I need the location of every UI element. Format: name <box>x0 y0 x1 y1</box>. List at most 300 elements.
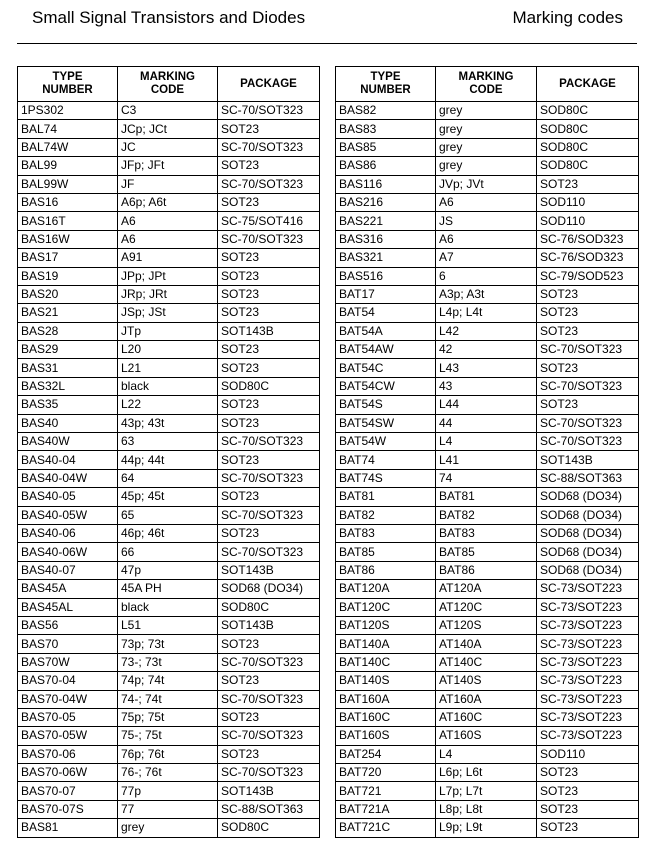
marking-code-cell: BAT86 <box>436 561 537 579</box>
marking-code-cell: JPp; JPt <box>118 267 218 285</box>
package-cell: SOT23 <box>218 396 320 414</box>
table-row <box>18 304 320 322</box>
table-row <box>18 653 320 671</box>
marking-code-cell: 73-; 73t <box>118 653 218 671</box>
table-row <box>336 469 639 487</box>
table-row <box>18 616 320 634</box>
package-cell: SC-70/SOT323 <box>218 543 320 561</box>
type-number-cell: BAS516 <box>336 267 436 285</box>
package-cell: SOT23 <box>537 285 639 303</box>
package-cell: SOD80C <box>537 138 639 156</box>
marking-code-cell: L42 <box>436 322 537 340</box>
table-row <box>336 635 639 653</box>
table-row <box>336 819 639 837</box>
table-row <box>336 359 639 377</box>
marking-code-cell: AT120A <box>436 580 537 598</box>
marking-code-cell: 73p; 73t <box>118 635 218 653</box>
table-row <box>336 285 639 303</box>
type-number-cell: BAT254 <box>336 745 436 763</box>
marking-code-cell: JVp; JVt <box>436 175 537 193</box>
type-number-cell: BAT83 <box>336 524 436 542</box>
package-cell: SC-70/SOT323 <box>218 102 320 120</box>
package-cell: SC-73/SOT223 <box>537 672 639 690</box>
package-cell: SOT23 <box>537 322 639 340</box>
col-header-marking: MARKING CODE <box>118 67 218 102</box>
package-cell: SOD68 (DO34) <box>537 543 639 561</box>
package-cell: SOD80C <box>218 598 320 616</box>
marking-code-cell: L22 <box>118 396 218 414</box>
marking-code-cell: 75-; 75t <box>118 727 218 745</box>
type-number-cell: BAT85 <box>336 543 436 561</box>
table-row <box>18 506 320 524</box>
marking-code-cell: 42 <box>436 341 537 359</box>
table-row <box>18 524 320 542</box>
section-title: Marking codes <box>512 8 623 27</box>
type-number-cell: BAT120A <box>336 580 436 598</box>
type-number-cell: BAT54AW <box>336 341 436 359</box>
marking-code-cell: L6p; L6t <box>436 764 537 782</box>
package-cell: SOT143B <box>218 322 320 340</box>
table-row <box>18 635 320 653</box>
package-cell: SOT23 <box>537 800 639 818</box>
package-cell: SOT23 <box>218 341 320 359</box>
package-cell: SOT23 <box>218 672 320 690</box>
table-row <box>336 727 639 745</box>
package-cell: SOT23 <box>218 193 320 211</box>
type-number-cell: BAT720 <box>336 764 436 782</box>
type-number-cell: BAT120C <box>336 598 436 616</box>
type-number-cell: BAT54SW <box>336 414 436 432</box>
package-cell: SOT23 <box>537 764 639 782</box>
marking-code-cell: 74p; 74t <box>118 672 218 690</box>
table-row <box>336 249 639 267</box>
type-number-cell: BAT721C <box>336 819 436 837</box>
package-cell: SC-73/SOT223 <box>537 653 639 671</box>
marking-code-cell: 44p; 44t <box>118 451 218 469</box>
col-header-package: PACKAGE <box>218 67 320 102</box>
table-row <box>18 396 320 414</box>
package-cell: SC-70/SOT323 <box>218 138 320 156</box>
marking-code-cell: grey <box>436 102 537 120</box>
package-cell: SC-70/SOT323 <box>218 653 320 671</box>
type-number-cell: BAS70-05 <box>18 708 118 726</box>
package-cell: SC-70/SOT323 <box>537 377 639 395</box>
table-row <box>336 304 639 322</box>
package-cell: SC-70/SOT323 <box>537 414 639 432</box>
marking-code-cell: 74-; 74t <box>118 690 218 708</box>
type-number-cell: BAS45AL <box>18 598 118 616</box>
type-number-cell: BAT54CW <box>336 377 436 395</box>
package-cell: SOT143B <box>218 616 320 634</box>
type-number-cell: 1PS302 <box>18 102 118 120</box>
type-number-cell: BAS40-06W <box>18 543 118 561</box>
marking-code-cell: AT120C <box>436 598 537 616</box>
table-row <box>18 212 320 230</box>
package-cell: SOT143B <box>537 451 639 469</box>
table-row <box>18 561 320 579</box>
type-number-cell: BAS70-04W <box>18 690 118 708</box>
table-row <box>336 138 639 156</box>
type-number-cell: BAS70-06 <box>18 745 118 763</box>
type-number-cell: BAT54W <box>336 433 436 451</box>
package-cell: SC-73/SOT223 <box>537 690 639 708</box>
table-row <box>18 230 320 248</box>
table-row <box>336 175 639 193</box>
type-number-cell: BAT140C <box>336 653 436 671</box>
type-number-cell: BAS70-07 <box>18 782 118 800</box>
type-number-cell: BAS40 <box>18 414 118 432</box>
table-row <box>18 672 320 690</box>
type-number-cell: BAT82 <box>336 506 436 524</box>
package-cell: SOD80C <box>537 157 639 175</box>
marking-code-cell: L4 <box>436 433 537 451</box>
marking-code-cell: BAT85 <box>436 543 537 561</box>
marking-code-cell: L21 <box>118 359 218 377</box>
package-cell: SOT23 <box>537 304 639 322</box>
package-cell: SC-76/SOD323 <box>537 249 639 267</box>
table-row <box>18 451 320 469</box>
table-row <box>336 764 639 782</box>
marking-code-cell: A91 <box>118 249 218 267</box>
package-cell: SOT23 <box>218 267 320 285</box>
marking-code-cell: L9p; L9t <box>436 819 537 837</box>
marking-code-cell: BAT82 <box>436 506 537 524</box>
package-cell: SC-79/SOD523 <box>537 267 639 285</box>
type-number-cell: BAS85 <box>336 138 436 156</box>
package-cell: SC-70/SOT323 <box>218 764 320 782</box>
marking-code-cell: C3 <box>118 102 218 120</box>
package-cell: SC-73/SOT223 <box>537 580 639 598</box>
marking-code-cell: L4 <box>436 745 537 763</box>
table-row <box>336 157 639 175</box>
type-number-cell: BAS40-06 <box>18 524 118 542</box>
table-row <box>18 193 320 211</box>
marking-code-cell: 66 <box>118 543 218 561</box>
type-number-cell: BAS21 <box>18 304 118 322</box>
type-number-cell: BAS40W <box>18 433 118 451</box>
marking-code-cell: grey <box>436 138 537 156</box>
type-number-cell: BAS32L <box>18 377 118 395</box>
table-row <box>18 359 320 377</box>
type-number-cell: BAS116 <box>336 175 436 193</box>
marking-code-cell: JCp; JCt <box>118 120 218 138</box>
table-row <box>18 543 320 561</box>
table-row <box>336 690 639 708</box>
table-row <box>18 488 320 506</box>
table-row <box>336 193 639 211</box>
type-number-cell: BAS40-05W <box>18 506 118 524</box>
package-cell: SC-70/SOT323 <box>218 506 320 524</box>
table-row <box>18 120 320 138</box>
table-row <box>18 690 320 708</box>
type-number-cell: BAT120S <box>336 616 436 634</box>
table-row <box>18 708 320 726</box>
type-number-cell: BAS17 <box>18 249 118 267</box>
package-cell: SOT23 <box>537 819 639 837</box>
type-number-cell: BAS70-07S <box>18 800 118 818</box>
type-number-cell: BAS16 <box>18 193 118 211</box>
table-row <box>336 580 639 598</box>
table-row <box>336 377 639 395</box>
package-cell: SOD68 (DO34) <box>537 506 639 524</box>
type-number-cell: BAS321 <box>336 249 436 267</box>
table-row <box>336 488 639 506</box>
marking-code-cell: AT120S <box>436 616 537 634</box>
col-header-package: PACKAGE <box>537 67 639 102</box>
table-row <box>336 267 639 285</box>
package-cell: SC-73/SOT223 <box>537 708 639 726</box>
table-header-row <box>18 67 320 102</box>
marking-code-cell: 64 <box>118 469 218 487</box>
table-row <box>336 341 639 359</box>
table-row <box>18 377 320 395</box>
type-number-cell: BAS45A <box>18 580 118 598</box>
marking-code-cell: 46p; 46t <box>118 524 218 542</box>
package-cell: SOT23 <box>218 745 320 763</box>
table-row <box>336 433 639 451</box>
table-row <box>336 396 639 414</box>
marking-code-cell: A6 <box>118 212 218 230</box>
table-row <box>336 561 639 579</box>
package-cell: SOT23 <box>218 708 320 726</box>
type-number-cell: BAS40-04W <box>18 469 118 487</box>
table-row <box>18 469 320 487</box>
type-number-cell: BAS221 <box>336 212 436 230</box>
table-row <box>336 322 639 340</box>
col-header-marking: MARKING CODE <box>436 67 537 102</box>
type-number-cell: BAT160C <box>336 708 436 726</box>
package-cell: SOT23 <box>218 635 320 653</box>
table-row <box>336 598 639 616</box>
col-header-type: TYPE NUMBER <box>18 67 118 102</box>
marking-code-cell: L7p; L7t <box>436 782 537 800</box>
table-row <box>336 524 639 542</box>
table-row <box>18 819 320 837</box>
package-cell: SOD80C <box>537 120 639 138</box>
marking-code-cell: JRp; JRt <box>118 285 218 303</box>
table-row <box>18 138 320 156</box>
package-cell: SC-73/SOT223 <box>537 598 639 616</box>
package-cell: SC-73/SOT223 <box>537 635 639 653</box>
package-cell: SOT23 <box>218 157 320 175</box>
type-number-cell: BAS86 <box>336 157 436 175</box>
type-number-cell: BAT160A <box>336 690 436 708</box>
table-row <box>18 249 320 267</box>
package-cell: SOD80C <box>218 377 320 395</box>
marking-code-cell: L44 <box>436 396 537 414</box>
table-row <box>18 764 320 782</box>
type-number-cell: BAL74 <box>18 120 118 138</box>
table-row <box>336 745 639 763</box>
table-row <box>18 414 320 432</box>
type-number-cell: BAT160S <box>336 727 436 745</box>
marking-code-cell: JF <box>118 175 218 193</box>
type-number-cell: BAS316 <box>336 230 436 248</box>
type-number-cell: BAS16W <box>18 230 118 248</box>
marking-code-cell: 6 <box>436 267 537 285</box>
table-row <box>18 175 320 193</box>
table-row <box>18 782 320 800</box>
marking-table-right <box>335 66 639 838</box>
table-row <box>336 212 639 230</box>
marking-code-cell: 43p; 43t <box>118 414 218 432</box>
package-cell: SOT23 <box>218 249 320 267</box>
package-cell: SOD110 <box>537 193 639 211</box>
marking-code-cell: L4p; L4t <box>436 304 537 322</box>
marking-code-cell: 75p; 75t <box>118 708 218 726</box>
marking-code-cell: JC <box>118 138 218 156</box>
table-row <box>336 616 639 634</box>
marking-code-cell: A6p; A6t <box>118 193 218 211</box>
type-number-cell: BAL99W <box>18 175 118 193</box>
marking-code-cell: 76p; 76t <box>118 745 218 763</box>
package-cell: SOD110 <box>537 745 639 763</box>
marking-code-cell: 65 <box>118 506 218 524</box>
type-number-cell: BAS35 <box>18 396 118 414</box>
table-row <box>18 727 320 745</box>
type-number-cell: BAL99 <box>18 157 118 175</box>
marking-code-cell: AT160C <box>436 708 537 726</box>
header-divider <box>17 43 637 44</box>
type-number-cell: BAS70W <box>18 653 118 671</box>
package-cell: SC-70/SOT323 <box>218 469 320 487</box>
marking-code-cell: L43 <box>436 359 537 377</box>
type-number-cell: BAS81 <box>18 819 118 837</box>
marking-code-cell: A6 <box>436 193 537 211</box>
package-cell: SOT143B <box>218 561 320 579</box>
package-cell: SC-88/SOT363 <box>218 800 320 818</box>
marking-code-cell: grey <box>118 819 218 837</box>
table-row <box>336 451 639 469</box>
type-number-cell: BAT54A <box>336 322 436 340</box>
table-row <box>336 782 639 800</box>
type-number-cell: BAS40-04 <box>18 451 118 469</box>
table-row <box>18 580 320 598</box>
type-number-cell: BAS19 <box>18 267 118 285</box>
package-cell: SOD68 (DO34) <box>537 561 639 579</box>
type-number-cell: BAL74W <box>18 138 118 156</box>
package-cell: SOD80C <box>537 102 639 120</box>
package-cell: SC-70/SOT323 <box>218 230 320 248</box>
type-number-cell: BAT721A <box>336 800 436 818</box>
type-number-cell: BAS70-05W <box>18 727 118 745</box>
marking-code-cell: JS <box>436 212 537 230</box>
package-cell: SOT23 <box>218 359 320 377</box>
marking-code-cell: 63 <box>118 433 218 451</box>
table-row <box>336 800 639 818</box>
table-row <box>18 157 320 175</box>
type-number-cell: BAT54S <box>336 396 436 414</box>
package-cell: SOD110 <box>537 212 639 230</box>
marking-code-cell: JFp; JFt <box>118 157 218 175</box>
marking-code-cell: black <box>118 598 218 616</box>
type-number-cell: BAT54C <box>336 359 436 377</box>
package-cell: SC-76/SOD323 <box>537 230 639 248</box>
package-cell: SOD80C <box>218 819 320 837</box>
type-number-cell: BAT86 <box>336 561 436 579</box>
marking-code-cell: 74 <box>436 469 537 487</box>
package-cell: SC-70/SOT323 <box>537 341 639 359</box>
type-number-cell: BAS82 <box>336 102 436 120</box>
marking-code-cell: L20 <box>118 341 218 359</box>
table-row <box>336 672 639 690</box>
marking-code-cell: BAT83 <box>436 524 537 542</box>
marking-code-cell: 76-; 76t <box>118 764 218 782</box>
package-cell: SC-70/SOT323 <box>218 175 320 193</box>
type-number-cell: BAT54 <box>336 304 436 322</box>
package-cell: SOT23 <box>537 782 639 800</box>
table-row <box>336 506 639 524</box>
package-cell: SOT23 <box>218 524 320 542</box>
package-cell: SOT23 <box>218 488 320 506</box>
table-row <box>336 708 639 726</box>
marking-code-cell: AT140C <box>436 653 537 671</box>
marking-code-cell: JSp; JSt <box>118 304 218 322</box>
marking-code-cell: 77p <box>118 782 218 800</box>
package-cell: SC-70/SOT323 <box>218 690 320 708</box>
marking-code-cell: A6 <box>436 230 537 248</box>
package-cell: SOT23 <box>218 304 320 322</box>
page-title: Small Signal Transistors and Diodes <box>32 8 306 27</box>
package-cell: SOT143B <box>218 782 320 800</box>
table-row <box>336 120 639 138</box>
package-cell: SOD68 (DO34) <box>537 488 639 506</box>
type-number-cell: BAS40-05 <box>18 488 118 506</box>
type-number-cell: BAS20 <box>18 285 118 303</box>
table-row <box>18 800 320 818</box>
marking-code-cell: AT160S <box>436 727 537 745</box>
marking-code-cell: grey <box>436 157 537 175</box>
marking-code-cell: AT160A <box>436 690 537 708</box>
marking-code-cell: 77 <box>118 800 218 818</box>
marking-code-cell: L8p; L8t <box>436 800 537 818</box>
type-number-cell: BAS31 <box>18 359 118 377</box>
marking-code-cell: L51 <box>118 616 218 634</box>
table-row <box>18 598 320 616</box>
marking-code-cell: AT140A <box>436 635 537 653</box>
package-cell: SC-73/SOT223 <box>537 616 639 634</box>
type-number-cell: BAT140A <box>336 635 436 653</box>
type-number-cell: BAS40-07 <box>18 561 118 579</box>
table-header-row <box>336 67 639 102</box>
marking-code-cell: AT140S <box>436 672 537 690</box>
type-number-cell: BAT140S <box>336 672 436 690</box>
table-row <box>336 653 639 671</box>
type-number-cell: BAS16T <box>18 212 118 230</box>
type-number-cell: BAT17 <box>336 285 436 303</box>
package-cell: SOT23 <box>218 285 320 303</box>
marking-code-cell: black <box>118 377 218 395</box>
package-cell: SC-70/SOT323 <box>218 433 320 451</box>
marking-code-cell: L41 <box>436 451 537 469</box>
type-number-cell: BAS29 <box>18 341 118 359</box>
col-header-type: TYPE NUMBER <box>336 67 436 102</box>
table-row <box>18 285 320 303</box>
package-cell: SOT23 <box>218 414 320 432</box>
package-cell: SC-88/SOT363 <box>537 469 639 487</box>
type-number-cell: BAS70-06W <box>18 764 118 782</box>
type-number-cell: BAS83 <box>336 120 436 138</box>
table-row <box>18 267 320 285</box>
type-number-cell: BAS216 <box>336 193 436 211</box>
marking-table-left <box>17 66 320 838</box>
package-cell: SC-73/SOT223 <box>537 727 639 745</box>
package-cell: SOT23 <box>218 120 320 138</box>
marking-code-cell: 45A PH <box>118 580 218 598</box>
type-number-cell: BAT74 <box>336 451 436 469</box>
package-cell: SC-75/SOT416 <box>218 212 320 230</box>
marking-code-cell: A6 <box>118 230 218 248</box>
